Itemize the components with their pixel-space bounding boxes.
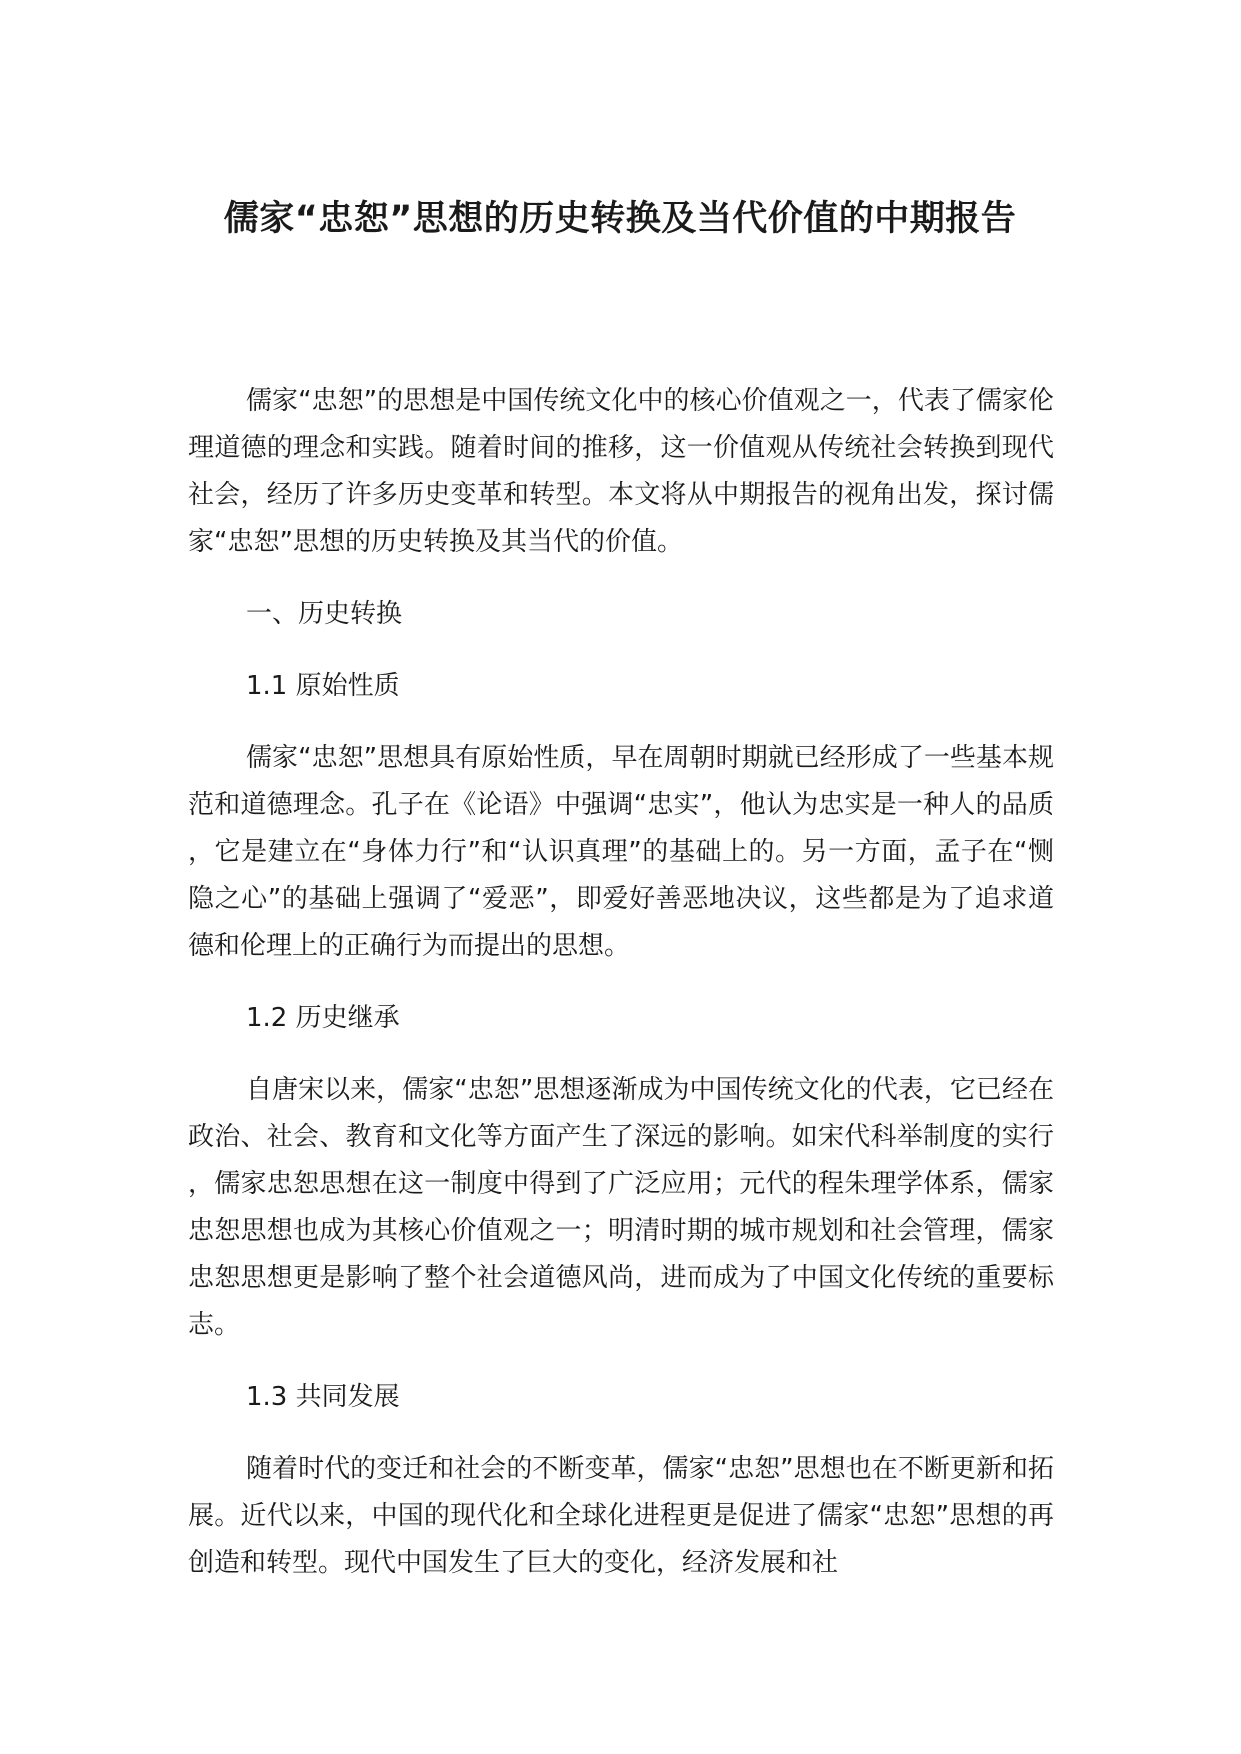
document-title: 儒家“忠恕”思想的历史转换及当代价值的中期报告 (223, 199, 1017, 239)
subsection-heading-development: 1.3 共同发展 (246, 1382, 400, 1412)
document-body (188, 378, 1054, 1612)
subsection-paragraph-development: 随着时代的变迁和社会的不断变革，儒家“忠恕”思想也在不断更新和拓展。近代以来，中国的现代化和全球化进程更是促进了儒家“忠恕”思想的再创造和转型。现代中国发生了巨大的变化，经济发展和社 (188, 1454, 1054, 1578)
subsection-paragraph-original: 儒家“忠恕”思想具有原始性质，早在周朝时期就已经形成了一些基本规范和道德理念。孔子在《论语》中强调“忠实”，他认为忠实是一种人的品质，它是建立在“身体力行”和“认识真理”的基础上的。另一方面，孟子在“恻隐之心”的基础上强调了“爱恶”，即爱好善恶地决议，这些都是为了追求道德和伦理上的正确行为而提出的思想。 (188, 743, 1054, 961)
subsection-paragraph-inheritance: 自唐宋以来，儒家“忠恕”思想逐渐成为中国传统文化的代表，它已经在政治、社会、教育和文化等方面产生了深远的影响。如宋代科举制度的实行，儒家忠恕思想在这一制度中得到了广泛应用；元代的程朱理学体系，儒家忠恕思想也成为其核心价值观之一；明清时期的城市规划和社会管理，儒家忠恕思想更是影响了整个社会道德风尚，进而成为了中国文化传统的重要标志。 (188, 1075, 1054, 1340)
section-heading-history: 一、历史转换 (246, 599, 403, 629)
intro-paragraph: 儒家“忠恕”的思想是中国传统文化中的核心价值观之一，代表了儒家伦理道德的理念和实践。随着时间的推移，这一价值观从传统社会转换到现代社会，经历了许多历史变革和转型。本文将从中期报告的视角出发，探讨儒家“忠恕”思想的历史转换及其当代的价值。 (188, 386, 1054, 557)
subsection-heading-original: 1.1 原始性质 (246, 671, 400, 701)
subsection-heading-inheritance: 1.2 历史继承 (246, 1003, 400, 1033)
